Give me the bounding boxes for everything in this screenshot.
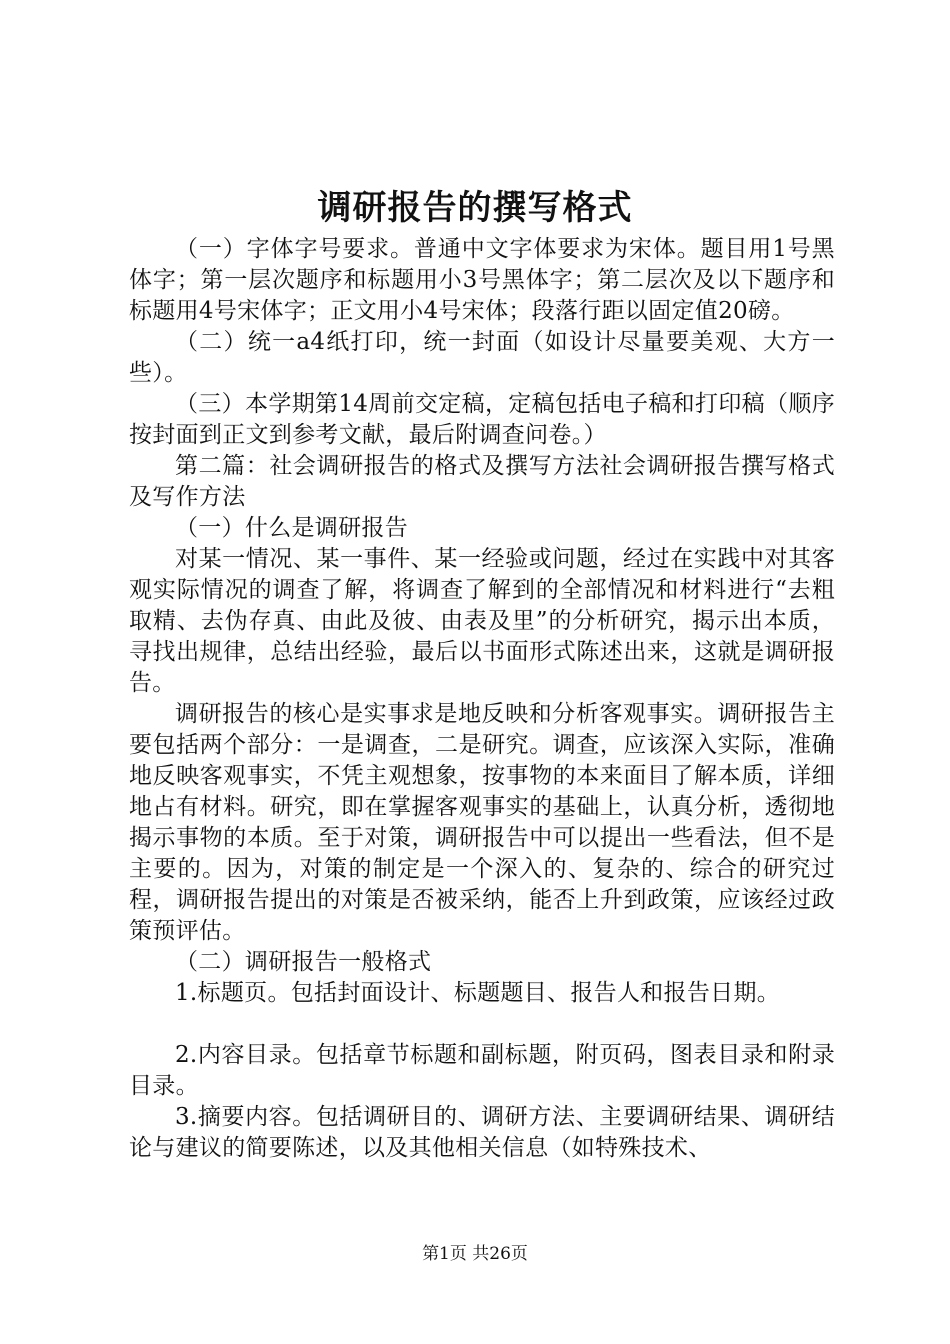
document-title: 调研报告的撰写格式	[317, 188, 633, 228]
paragraph-contents: 2.内容目录。包括章节标题和副标题，附页码，图表目录和附录目录。	[129, 1042, 835, 1099]
paragraph-section-what-is: （一）什么是调研报告	[175, 515, 408, 541]
page-footer: 第1页 共26页	[422, 1244, 528, 1264]
paragraph-print-requirements: （二）统一a4纸打印，统一封面（如设计尽量要美观、大方一些）。	[129, 329, 835, 386]
paragraph-definition: 对某一情况、某一事件、某一经验或问题，经过在实践中对其客观实际情况的调查了解，将调查了解到的全部情况和材料进行“去粗取精、去伪存真、由此及彼、由表及里”的分析研究，揭示出本质，寻找出规律，总结出经验，最后以书面形式陈述出来，这就是调研报告。	[129, 546, 835, 696]
document-body	[129, 234, 835, 1164]
paragraph-font-requirements: （一）字体字号要求。普通中文字体要求为宋体。题目用1号黑体字；第一层次题序和标题用小3号黑体字；第二层次及以下题序和标题用4号宋体字；正文用小4号宋体；段落行距以固定值20磅。	[129, 236, 835, 324]
paragraph-core: 调研报告的核心是实事求是地反映和分析客观事实。调研报告主要包括两个部分：一是调查，二是研究。调查，应该深入实际，准确地反映客观事实，不凭主观想象，按事物的本来面目了解本质，详细地占有材料。研究，即在掌握客观事实的基础上，认真分析，透彻地揭示事物的本质。至于对策，调研报告中可以提出一些看法，但不是主要的。因为，对策的制定是一个深入的、复杂的、综合的研究过程，调研报告提出的对策是否被采纳，能否上升到政策，应该经过政策预评估。	[129, 701, 835, 944]
paragraph-title-page: 1.标题页。包括封面设计、标题题目、报告人和报告日期。	[175, 980, 781, 1006]
paragraph-chapter-two-heading: 第二篇：社会调研报告的格式及撰写方法社会调研报告撰写格式及写作方法	[129, 453, 835, 510]
blank-line	[129, 1009, 835, 1040]
paragraph-abstract: 3.摘要内容。包括调研目的、调研方法、主要调研结果、调研结论与建议的简要陈述，以及其他相关信息（如特殊技术、	[129, 1104, 835, 1161]
paragraph-section-format: （二）调研报告一般格式	[175, 949, 432, 975]
paragraph-deadline: （三）本学期第14周前交定稿，定稿包括电子稿和打印稿（顺序按封面到正文到参考文献，最后附调查问卷。）	[129, 391, 835, 448]
